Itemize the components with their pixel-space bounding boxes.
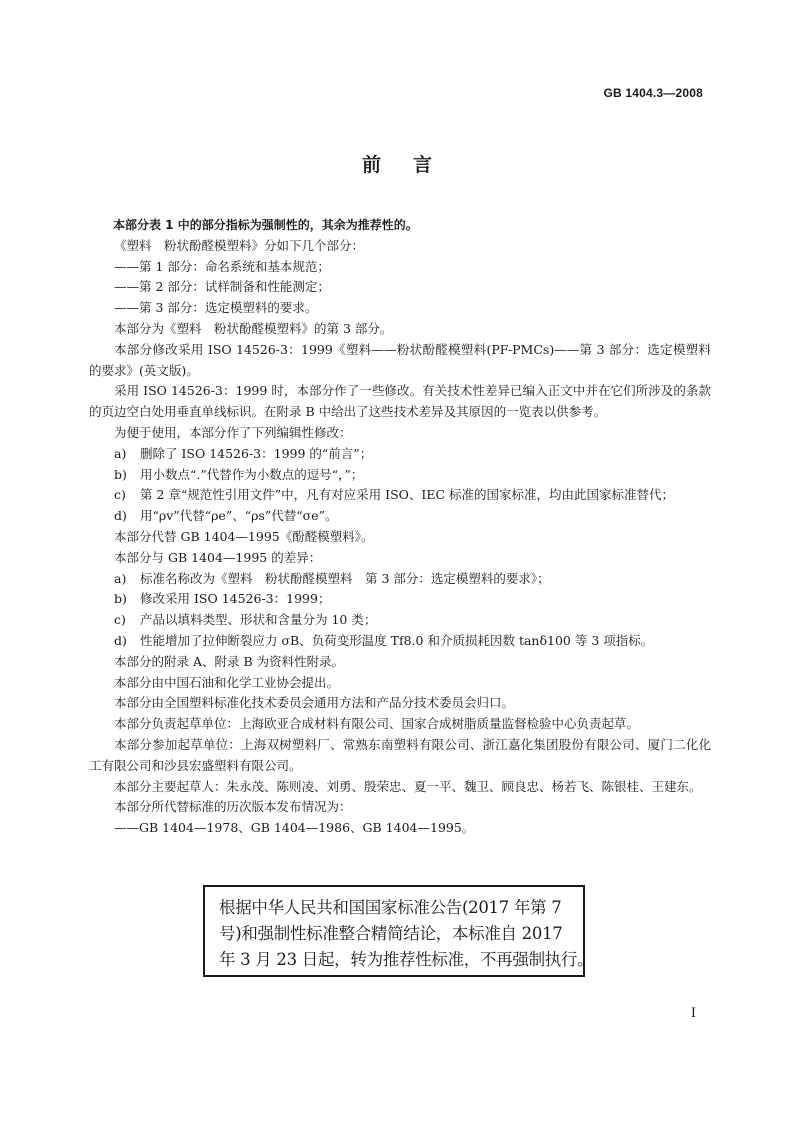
paragraph: 本部分代替 GB 1404—1995《酚醛模塑料》。 bbox=[114, 528, 374, 544]
item-label: c) bbox=[114, 612, 126, 628]
page-title: 前言 bbox=[361, 154, 464, 176]
item-label: d) bbox=[114, 632, 127, 648]
standard-code: GB 1404.3—2008 bbox=[603, 86, 703, 100]
diff-item bbox=[89, 631, 711, 652]
item-label: a) bbox=[114, 445, 127, 461]
item-label: a) bbox=[114, 570, 127, 586]
notice-line: 根据中华人民共和国国家标准公告(2017 年第 7 bbox=[219, 898, 562, 917]
diff-item bbox=[89, 610, 711, 631]
paragraph: 为便于使用，本部分作了下列编辑性修改： bbox=[114, 424, 352, 440]
paragraph: 本部分参加起草单位：上海双树塑料厂、常熟东南塑料有限公司、浙江嘉化集团股份有限公司、厦门二化化工有限公司和沙县宏盛塑料有限公司。 bbox=[89, 736, 711, 773]
foreword-body bbox=[89, 215, 711, 839]
item-text: 产品以填料类型、形状和含量分为 10 类； bbox=[140, 612, 377, 628]
item-text: 修改采用 ISO 14526-3：1999； bbox=[140, 591, 331, 607]
paragraph: 本部分主要起草人：朱永茂、陈则凌、刘勇、殷荣忠、夏一平、魏卫、顾良忠、杨若飞、陈银桂、王建东。 bbox=[114, 778, 702, 794]
item-text: 删除了 ISO 14526-3：1999 的“前言”； bbox=[140, 445, 373, 461]
paragraph: 本部分为《塑料 粉状酚醛模塑料》的第 3 部分。 bbox=[114, 320, 393, 336]
paragraph: 本部分修改采用 ISO 14526-3：1999《塑料——粉状酚醛模塑料(PF-PMCs)——第 3 部分：选定模塑料的要求》(英文版)。 bbox=[89, 341, 711, 378]
editorial-item bbox=[89, 506, 711, 527]
item-label: c) bbox=[114, 487, 126, 503]
item-text: 第 2 章“规范性引用文件”中，凡有对应采用 ISO、IEC 标准的国家标准，均由此国家标准替代； bbox=[140, 487, 675, 503]
item-label: b) bbox=[114, 591, 127, 607]
part-list-item: ——第 1 部分：命名系统和基本规范； bbox=[114, 258, 330, 274]
diff-item bbox=[89, 569, 711, 590]
item-text: 用小数点“.”代替作为小数点的逗号“，”； bbox=[140, 466, 364, 482]
paragraph: 本部分的附录 A、附录 B 为资料性附录。 bbox=[114, 653, 345, 669]
item-text: 性能增加了拉伸断裂应力 σB、负荷变形温度 Tf8.0 和介质损耗因数 tanδ100 等 3 项指标。 bbox=[140, 632, 654, 648]
paragraph: 《塑料 粉状酚醛模塑料》分如下几个部分： bbox=[114, 237, 365, 253]
paragraph: 采用 ISO 14526-3：1999 时，本部分作了一些修改。有关技术性差异已编入正文中并在它们所涉及的条款的页边空白处用垂直单线标识。在附录 B 中给出了这些技术差异及其原因的一览表以供参考。 bbox=[89, 383, 711, 420]
item-text: 标准名称改为《塑料 粉状酚醛模塑料 第 3 部分：选定模塑料的要求》； bbox=[140, 570, 550, 586]
part-list-item: ——第 3 部分：选定模塑料的要求。 bbox=[114, 300, 318, 316]
editorial-item bbox=[89, 444, 711, 465]
editorial-item bbox=[89, 485, 711, 506]
paragraph: ——GB 1404—1978、GB 1404—1986、GB 1404—1995。 bbox=[114, 820, 475, 836]
paragraph: 本部分与 GB 1404—1995 的差异： bbox=[114, 549, 322, 565]
notice-line: 号)和强制性标准整合精简结论，本标准自 2017 bbox=[219, 924, 563, 943]
editorial-item bbox=[89, 465, 711, 486]
diff-item bbox=[89, 589, 711, 610]
mandatory-note: 本部分表 1 中的部分指标为强制性的，其余为推荐性的。 bbox=[113, 218, 418, 232]
paragraph: 本部分所代替标准的历次版本发布情况为： bbox=[114, 799, 352, 815]
paragraph: 本部分负责起草单位：上海欧亚合成材料有限公司、国家合成树脂质量监督检验中心负责起草。 bbox=[114, 716, 640, 732]
part-list-item: ——第 2 部分：试样制备和性能测定； bbox=[114, 279, 330, 295]
notice-line: 年 3 月 23 日起，转为推荐性标准，不再强制执行。 bbox=[219, 950, 594, 969]
page-number: I bbox=[690, 1006, 696, 1021]
item-label: b) bbox=[114, 466, 127, 482]
item-text: 用“ρv”代替“ρe”、“ρs”代替“σe”。 bbox=[140, 508, 338, 524]
paragraph: 本部分由全国塑料标准化技术委员会通用方法和产品分技术委员会归口。 bbox=[114, 695, 515, 711]
paragraph: 本部分由中国石油和化学工业协会提出。 bbox=[114, 674, 340, 690]
item-label: d) bbox=[114, 508, 127, 524]
notice-box bbox=[203, 885, 594, 977]
